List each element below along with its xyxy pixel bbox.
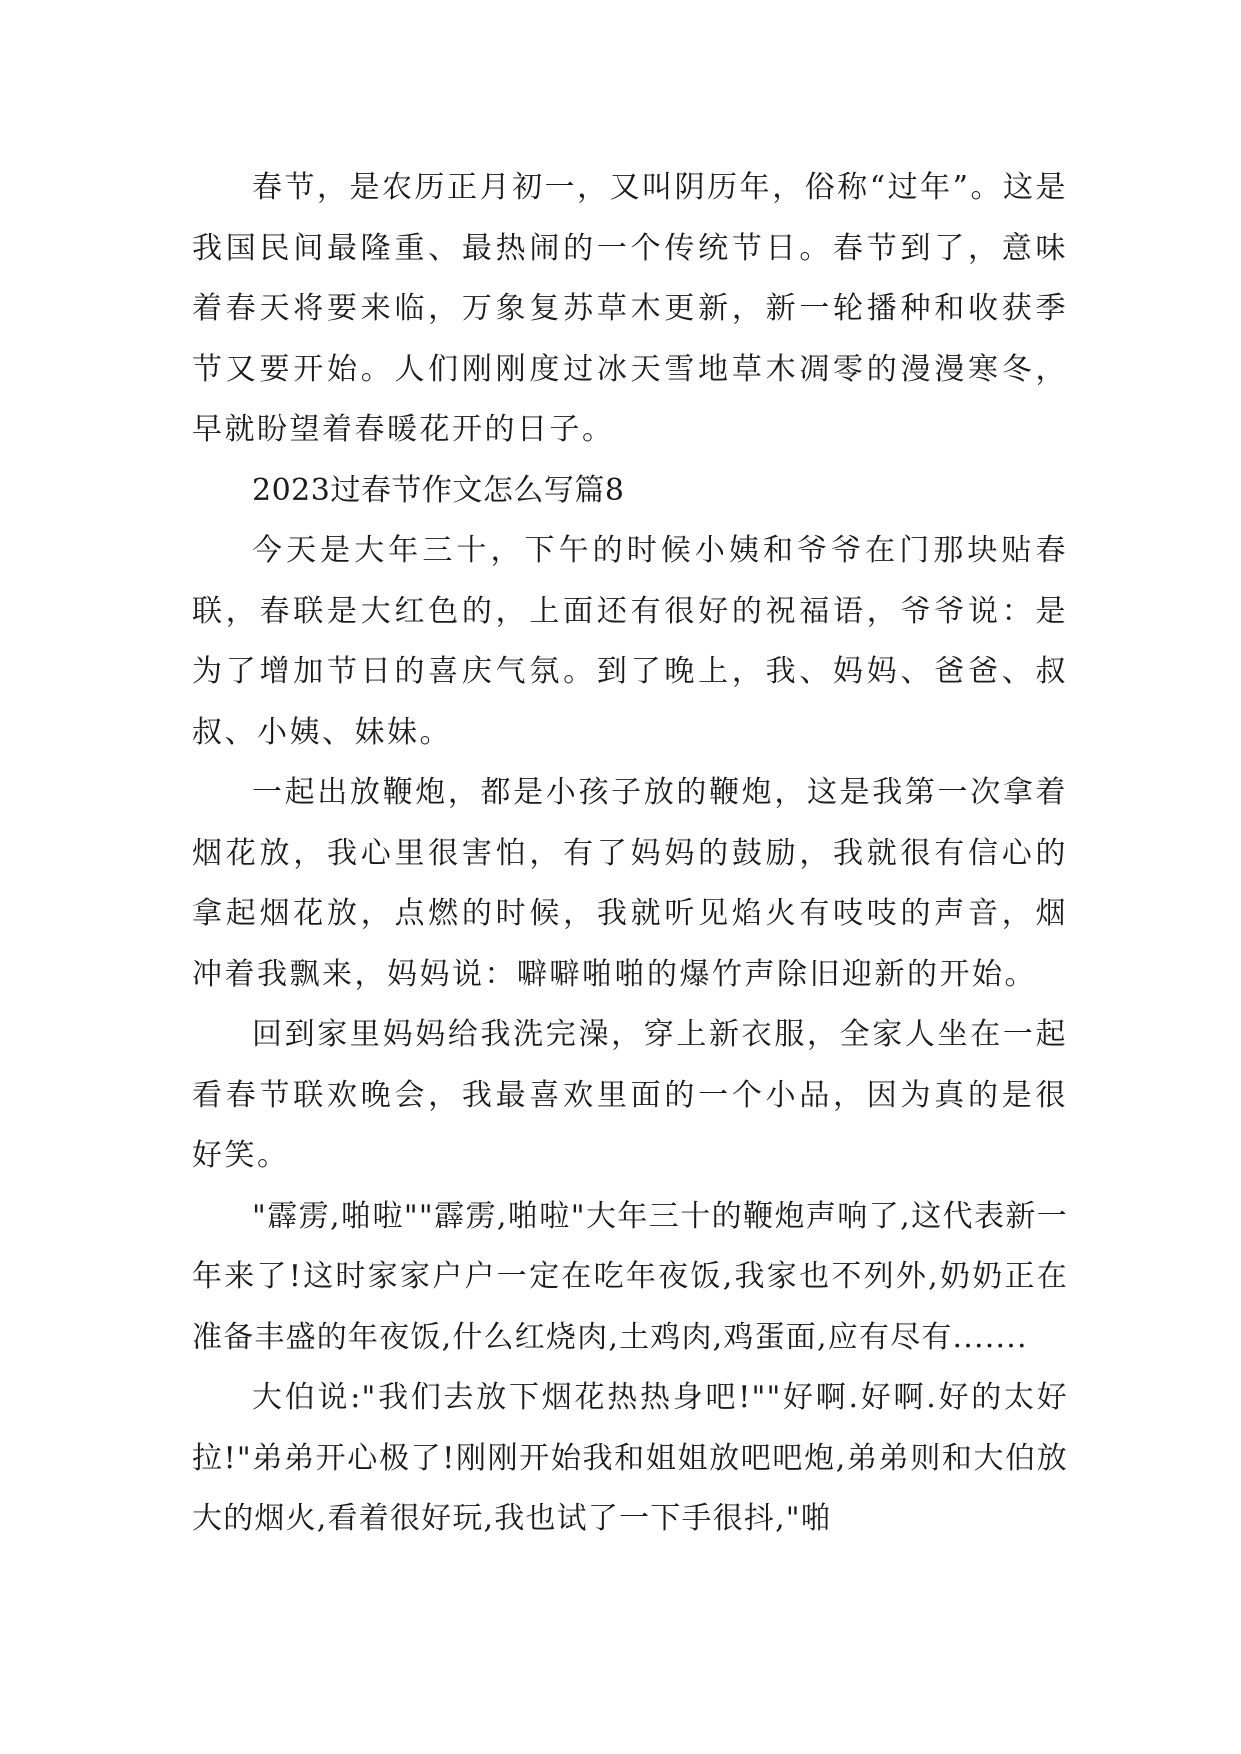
paragraph-spring-festival-intro: 春节，是农历正月初一，又叫阴历年，俗称“过年”。这是我国民间最隆重、最热闹的一个传统节日。春节到了，意味着春天将要来临，万象复苏草木更新，新一轮播种和收获季节又要开始。人们刚刚度过冰天雪地草木凋零的漫漫寒冬，早就盼望着春暖花开的日子。 [192,170,1068,447]
paragraph-new-years-eve: 今天是大年三十，下午的时候小姨和爷爷在门那块贴春联，春联是大红色的，上面还有很好的祝福语，爷爷说：是为了增加节日的喜庆气氛。到了晚上，我、妈妈、爸爸、叔叔、小姨、妹妹。 [192,533,1068,750]
paragraph-dinner: "霹雳,啪啦""霹雳,啪啦"大年三十的鞭炮声响了,这代表新一年来了!这时家家户户一定在吃年夜饭,我家也不列外,奶奶正在准备丰盛的年夜饭,什么红烧肉,土鸡肉,鸡蛋面,应有尽有....... [192,1198,1068,1355]
paragraph-firecrackers: 一起出放鞭炮，都是小孩子放的鞭炮，这是我第一次拿着烟花放，我心里很害怕，有了妈妈的鼓励，我就很有信心的拿起烟花放，点燃的时候，我就听见焰火有吱吱的声音，烟冲着我飘来，妈妈说：噼噼啪啪的爆竹声除旧迎新的开始。 [192,775,1068,992]
section-heading: 2023过春节作文怎么写篇8 [252,472,625,508]
paragraph-fireworks: 大伯说:"我们去放下烟花热热身吧!""好啊.好啊.好的太好拉!"弟弟开心极了!刚刚开始我和姐姐放吧吧炮,弟弟则和大伯放大的烟火,看着很好玩,我也试了一下手很抖,"啪 [192,1380,1068,1536]
document-body [192,158,1068,1550]
paragraph-gala: 回到家里妈妈给我洗完澡，穿上新衣服，全家人坐在一起看春节联欢晚会，我最喜欢里面的一个小品，因为真的是很好笑。 [192,1017,1068,1173]
